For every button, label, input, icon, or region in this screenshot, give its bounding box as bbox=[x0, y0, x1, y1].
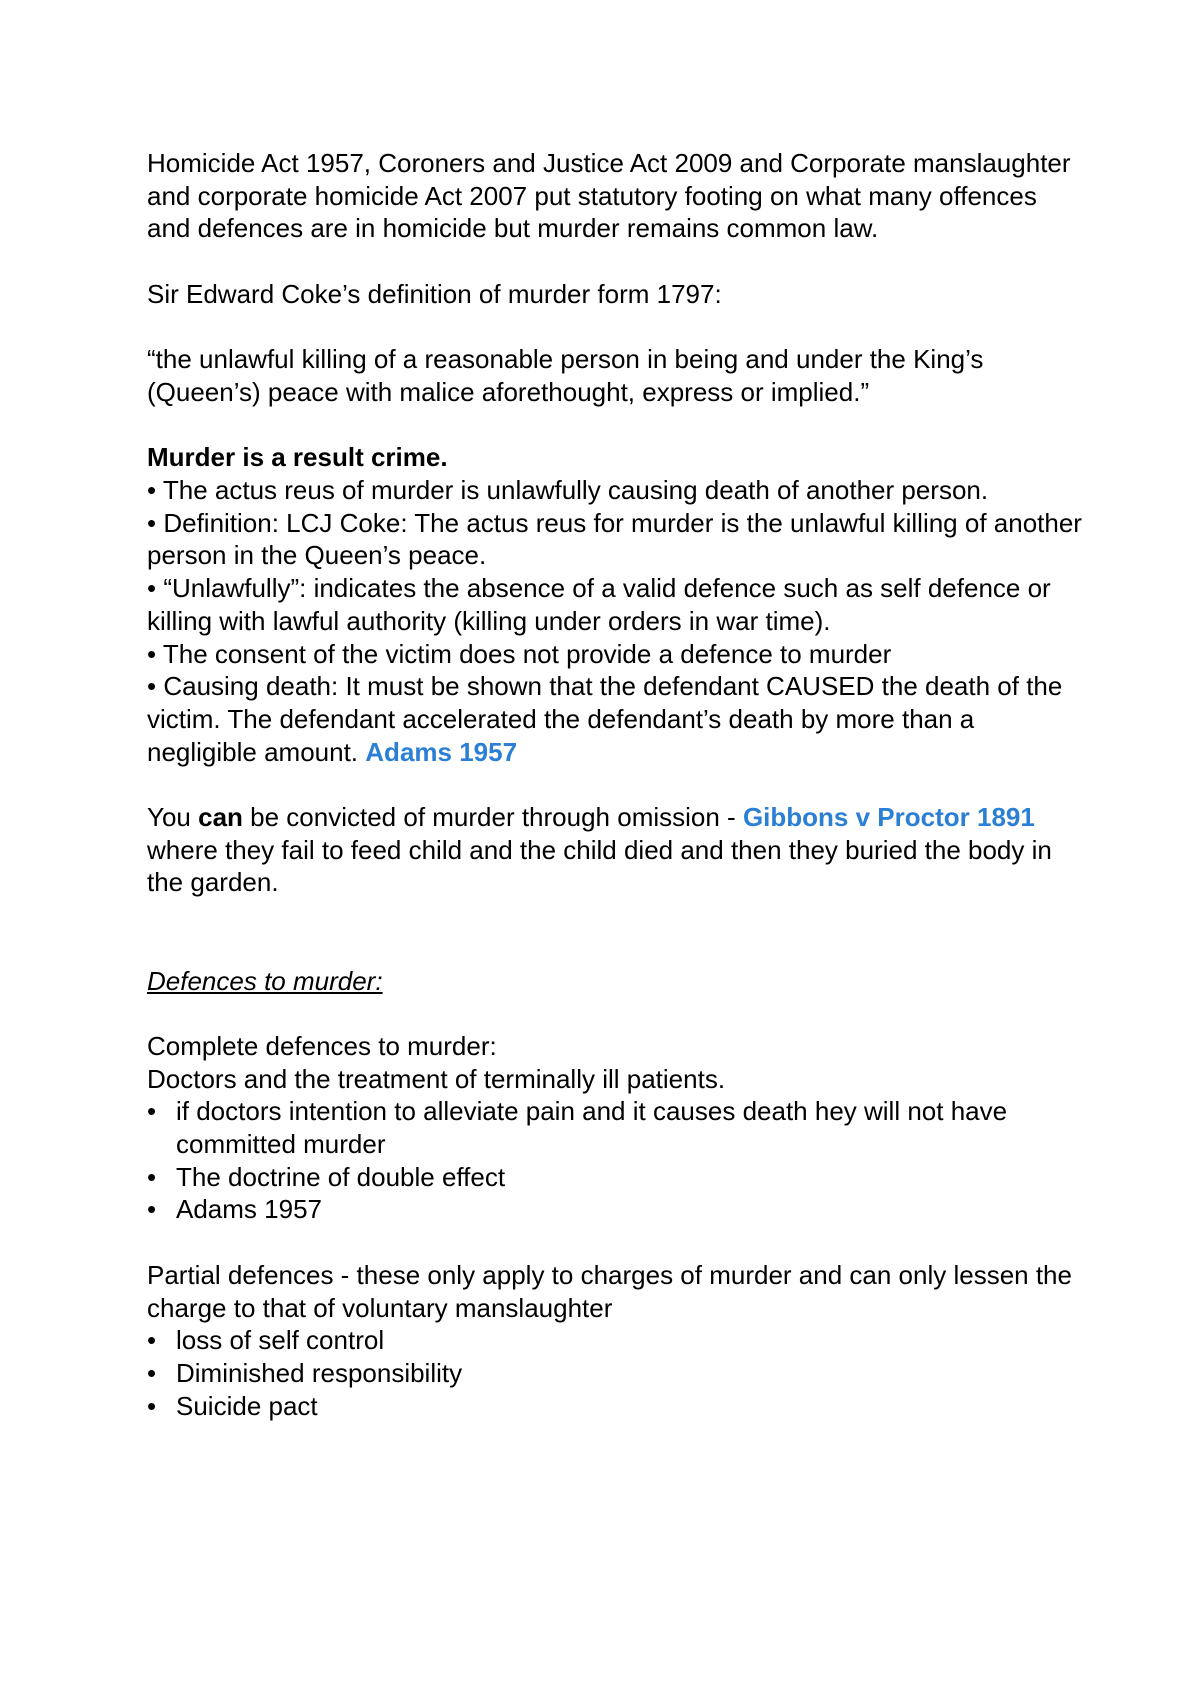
bullet-icon: • bbox=[147, 1194, 157, 1225]
spacer bbox=[147, 409, 1087, 442]
list-item bbox=[147, 1095, 1087, 1160]
list-item-text: Adams 1957 bbox=[176, 1194, 322, 1225]
partial-defences-list bbox=[147, 1324, 1087, 1422]
complete-defences-list bbox=[147, 1095, 1087, 1226]
coke-definition-quote: “the unlawful killing of a reasonable person in being and under the King’s (Queen’s) peace with malice aforethought, express or implied.” bbox=[147, 344, 984, 407]
complete-defences-heading: Complete defences to murder: bbox=[147, 1030, 497, 1061]
list-item-text: if doctors intention to alleviate pain and it causes death hey will not have committed murder bbox=[176, 1096, 1008, 1159]
bullet-icon: • bbox=[147, 1096, 157, 1127]
spacer bbox=[147, 311, 1087, 344]
list-item-text: loss of self control bbox=[176, 1325, 385, 1356]
bullet-icon: • bbox=[147, 1357, 157, 1388]
result-crime-point: • The actus reus of murder is unlawfully causing death of another person. bbox=[147, 474, 989, 505]
omission-text-2: be convicted of murder through omission - bbox=[242, 802, 743, 832]
result-crime-point: • Definition: LCJ Coke: The actus reus for murder is the unlawful killing of another person in the Queen’s peace. bbox=[147, 507, 1082, 571]
defences-heading bbox=[147, 965, 1087, 998]
omission-text-3: where they fail to feed child and the child died and then they buried the body in the garden. bbox=[147, 834, 1052, 898]
omission-text-1: You bbox=[147, 802, 199, 832]
spacer bbox=[147, 1226, 1087, 1259]
list-item-text: Diminished responsibility bbox=[176, 1357, 463, 1388]
spacer bbox=[147, 768, 1087, 801]
list-item bbox=[147, 1193, 1087, 1226]
list-item bbox=[147, 1324, 1087, 1357]
case-reference-adams: Adams 1957 bbox=[365, 736, 518, 767]
omission-emphasis: can bbox=[198, 802, 243, 832]
omission-paragraph bbox=[147, 801, 1087, 899]
list-item-text: The doctrine of double effect bbox=[176, 1161, 506, 1192]
result-crime-point: • “Unlawfully”: indicates the absence of a valid defence such as self defence or killing with lawful authority (killing under orders in war time). bbox=[147, 573, 1051, 636]
list-item bbox=[147, 1390, 1087, 1423]
list-item bbox=[147, 1161, 1087, 1194]
coke-definition-lead: Sir Edward Coke’s definition of murder form 1797: bbox=[147, 278, 722, 309]
causing-death-text: • Causing death: It must be shown that the defendant CAUSED the death of the victim. The defendant accelerated the defendant’s death by more than a negligible amount. bbox=[147, 671, 1063, 767]
spacer bbox=[147, 245, 1087, 278]
document-body bbox=[147, 147, 1087, 1422]
bullet-icon: • bbox=[147, 1390, 157, 1421]
bullet-icon: • bbox=[147, 1325, 157, 1356]
bullet-icon: • bbox=[147, 1161, 157, 1192]
causing-death-point bbox=[147, 670, 1087, 768]
result-crime-heading: Murder is a result crime. bbox=[147, 442, 448, 473]
spacer bbox=[147, 997, 1087, 1030]
defences-heading-text: Defences to murder: bbox=[147, 965, 383, 996]
partial-defences-heading: Partial defences - these only apply to charges of murder and can only lessen the charge to that of voluntary manslaughter bbox=[147, 1259, 1072, 1323]
intro-paragraph: Homicide Act 1957, Coroners and Justice Act 2009 and Corporate manslaughter and corporate homicide Act 2007 put statutory footing on what many offences and defences are in homicide but murder remains common law. bbox=[147, 148, 1071, 244]
case-reference-gibbons: Gibbons v Proctor 1891 bbox=[742, 802, 1035, 832]
spacer bbox=[147, 899, 1087, 964]
list-item-text: Suicide pact bbox=[176, 1390, 318, 1421]
result-crime-point: • The consent of the victim does not provide a defence to murder bbox=[147, 638, 892, 669]
list-item bbox=[147, 1357, 1087, 1390]
complete-defences-subheading: Doctors and the treatment of terminally ill patients. bbox=[147, 1063, 726, 1094]
